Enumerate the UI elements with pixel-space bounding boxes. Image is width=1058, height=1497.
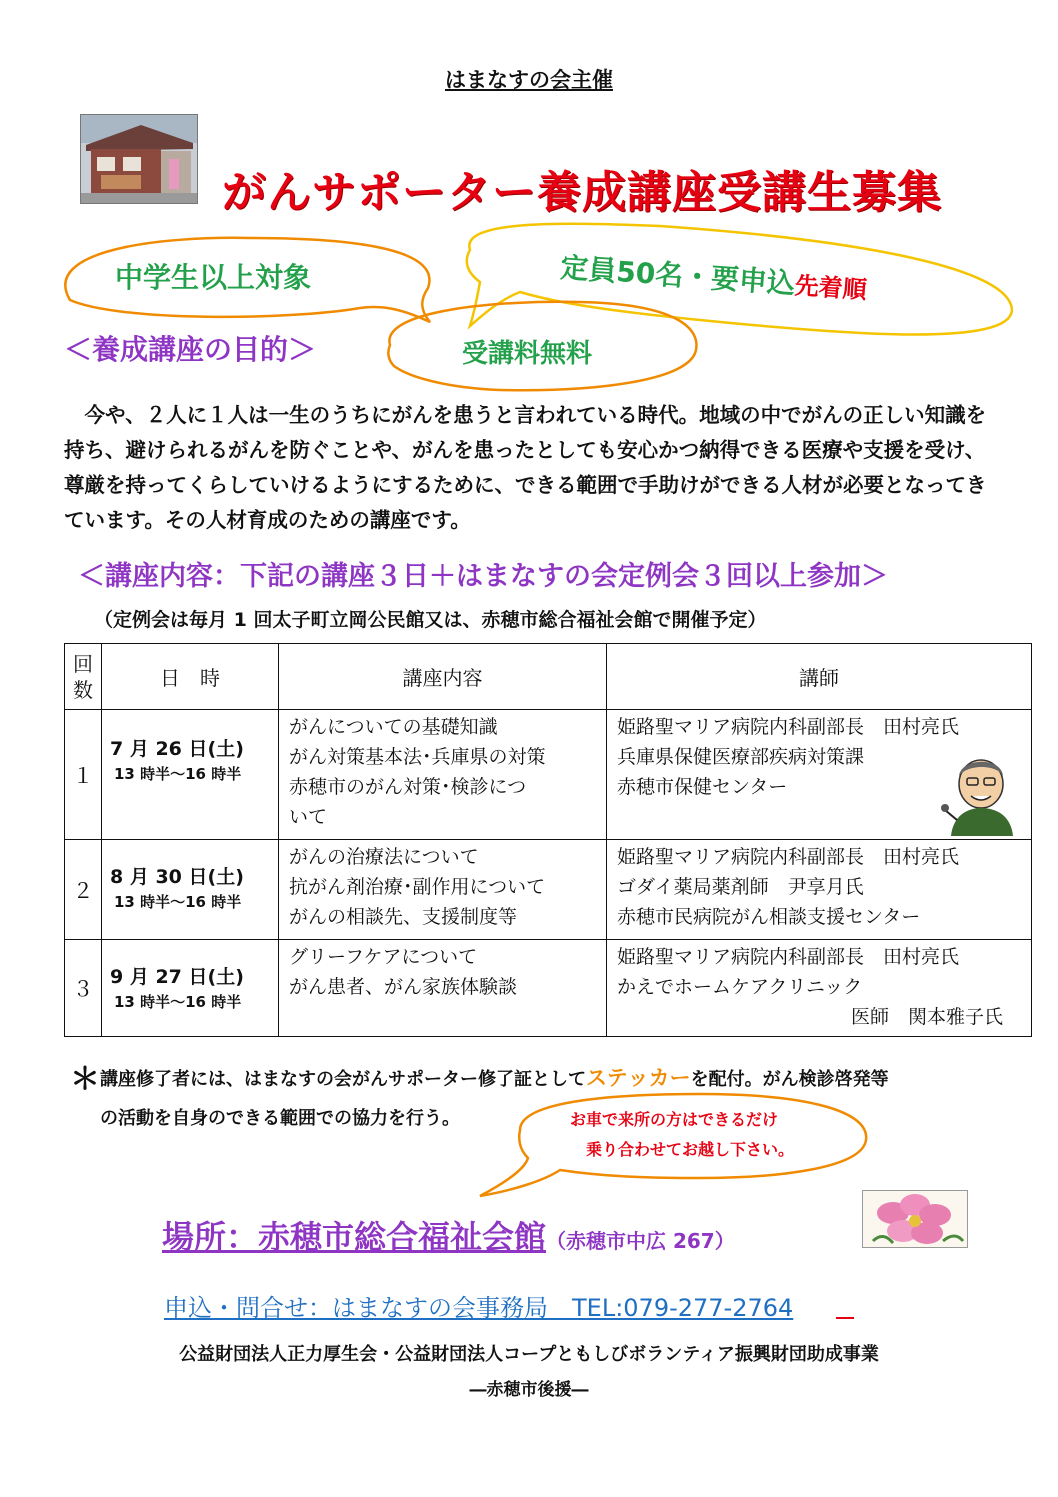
content-line: がん患者、がん家族体験談 — [289, 976, 518, 998]
organizer-label: はまなすの会主催 — [445, 68, 613, 92]
car-note-line-1: お車で来所の方はできるだけ — [570, 1110, 779, 1129]
row-date: 8 月 30 日(土) — [110, 866, 244, 888]
lecturer-line: 赤穂市保健センター — [617, 776, 788, 798]
content-line: いて — [289, 806, 328, 828]
asterisk-mark: ＊ — [70, 1062, 100, 1097]
contact-info: 申込・問合せ：はまなすの会事務局 TEL:079-277-2764 — [164, 1294, 794, 1322]
fee-text: 受講料無料 — [462, 339, 593, 369]
lecturer-line: 赤穂市民病院がん相談支援センター — [617, 906, 921, 928]
header-datetime: 日 時 — [102, 644, 279, 710]
header-content: 講座内容 — [279, 644, 607, 710]
lecturer-line: ゴダイ薬局薬剤師 尹享月氏 — [617, 876, 864, 898]
venue-name: 場所：赤穂市総合福祉会館 — [162, 1218, 547, 1256]
content-line: 抗がん剤治療･副作用について — [289, 876, 546, 898]
first-come-text: 先着順 — [793, 271, 868, 305]
header-no — [65, 644, 102, 710]
row-no: １ — [65, 710, 102, 840]
content-line: がんの治療法について — [289, 846, 479, 868]
row-date-cell — [102, 710, 279, 840]
car-note-line-2: 乗り合わせてお越し下さい。 — [586, 1140, 795, 1159]
lecturer-line: 姫路聖マリア病院内科副部長 田村亮氏 — [617, 946, 960, 968]
support-text: ―赤穂市後援― — [469, 1380, 589, 1400]
content-heading: ＜講座内容：下記の講座３日＋はまなすの会定例会３回以上参加＞ — [78, 561, 888, 592]
note-line-2: の活動を自身のできる範囲での協力を行う。 — [100, 1108, 460, 1129]
table-row — [65, 940, 1032, 1037]
row-date: 9 月 27 日(土) — [110, 966, 244, 988]
note-line-1-after: を配付。がん検診啓発等 — [690, 1069, 889, 1090]
table-row — [65, 710, 1032, 840]
target-text: 中学生以上対象 — [115, 261, 312, 294]
venue — [162, 1212, 735, 1258]
building-photo — [80, 114, 198, 204]
flower-picture — [862, 1190, 968, 1248]
header-no-line1: 回 — [73, 651, 93, 676]
capacity-main: 定員50名・要申込 — [559, 250, 797, 301]
content-line: がんの相談先、支援制度等 — [289, 906, 518, 928]
lecturer-line: 姫路聖マリア病院内科副部長 田村亮氏 — [617, 716, 960, 738]
table-row — [65, 840, 1032, 940]
header-lecturer: 講師 — [607, 644, 1032, 710]
content-line: 赤穂市のがん対策･検診につ — [289, 776, 527, 798]
purpose-text: 今や、２人に１人は一生のうちにがんを患うと言われている時代。地域の中でがんの正しい知識を持ち、避けられるがんを防ぐことや、がんを患ったとしても安心かつ納得できる医療や支援を受け、尊厳を持ってくらしていけるようにするために、できる範囲で手助けができる人材が必要となってきています。その人材育成のための講座です。 — [64, 403, 987, 532]
table-header-row — [65, 644, 1032, 710]
lecturer-caricature — [937, 750, 1017, 836]
lecturer-line: 姫路聖マリア病院内科副部長 田村亮氏 — [617, 846, 960, 868]
content-line: グリーフケアについて — [289, 946, 478, 968]
row-date-cell — [102, 940, 279, 1037]
content-note: （定例会は毎月 1 回太子町立岡公民館又は、赤穂市総合福祉会館で開催予定） — [94, 609, 767, 631]
row-content — [279, 940, 607, 1037]
lecturer-line: 医師 関本雅子氏 — [850, 1006, 1003, 1028]
note-line-1-before: 講座修了者には、はまなすの会がんサポーター修了証として — [100, 1069, 586, 1090]
schedule-table — [64, 643, 1032, 1037]
purpose-heading: ＜養成講座の目的＞ — [64, 333, 317, 366]
row-time: 13 時半～16 時半 — [114, 893, 242, 911]
row-time: 13 時半～16 時半 — [114, 993, 242, 1011]
row-no: ２ — [65, 840, 102, 940]
sticker-word: ステッカー — [586, 1066, 691, 1090]
sponsor-text: 公益財団法人正力厚生会・公益財団法人コープともしびボランティア振興財団助成事業 — [179, 1344, 879, 1365]
main-title: がんサポーター養成講座受講生募集 — [222, 167, 942, 218]
content-line: がん対策基本法･兵庫県の対策 — [289, 746, 546, 768]
content-line: がんについての基礎知識 — [289, 716, 498, 738]
row-lecturer — [607, 840, 1032, 940]
row-content — [279, 840, 607, 940]
header-no-line2: 数 — [73, 677, 93, 702]
lecturer-line: 兵庫県保健医療部疾病対策課 — [617, 746, 865, 768]
row-content — [279, 710, 607, 840]
row-date-cell — [102, 840, 279, 940]
row-lecturer — [607, 940, 1032, 1037]
row-time: 13 時半～16 時半 — [114, 765, 242, 783]
row-no: ３ — [65, 940, 102, 1037]
lecturer-line: かえでホームケアクリニック — [617, 976, 863, 998]
row-lecturer — [607, 710, 1032, 840]
row-date: 7 月 26 日(土) — [110, 738, 244, 760]
note-line-1 — [100, 1062, 889, 1092]
venue-address: （赤穂市中広 267） — [546, 1229, 735, 1253]
